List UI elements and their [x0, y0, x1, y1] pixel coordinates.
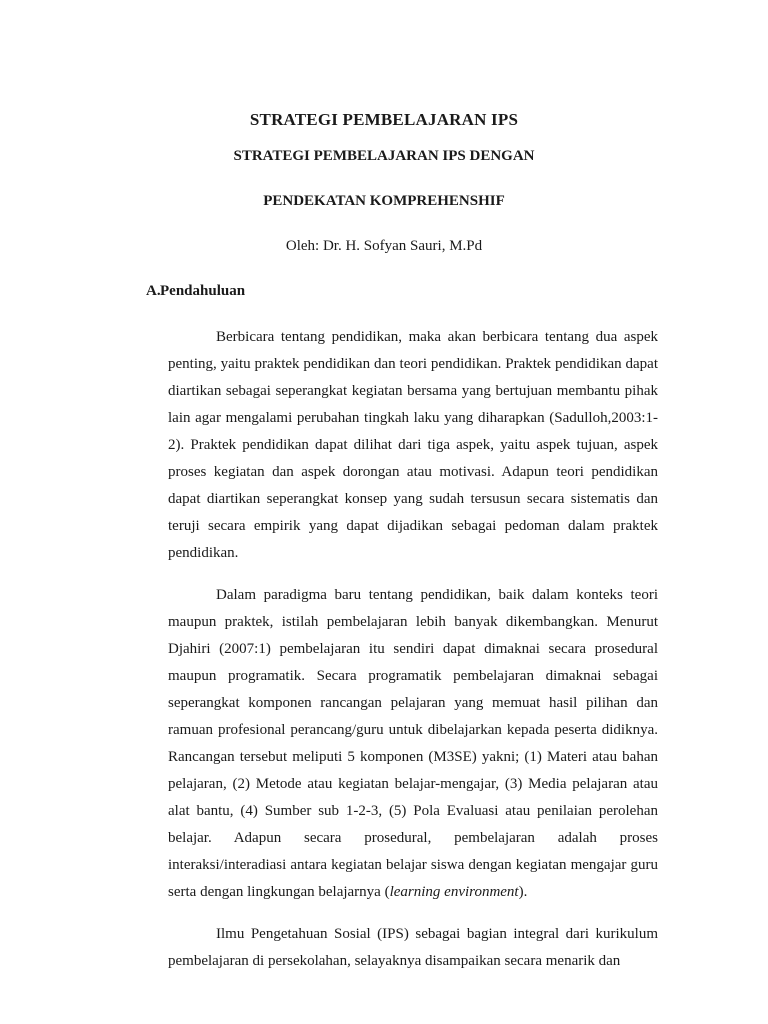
section-title: Pendahuluan: [160, 283, 246, 299]
author-line: Oleh: Dr. H. Sofyan Sauri, M.Pd: [285, 238, 483, 254]
section-heading: [146, 283, 245, 300]
document-subtitle-line1: STRATEGI PEMBELAJARAN IPS DENGAN: [233, 148, 535, 164]
paragraph-2-text-end: ).: [518, 884, 528, 900]
paragraph-2: [168, 582, 658, 906]
paragraph-2-italic-term: learning environment: [389, 884, 519, 900]
paragraph-2-text: Dalam paradigma baru tentang pendidikan, baik dalam konteks teori maupun praktek, istilah pembelajaran lebih banyak dikembangkan. Menurut Djahiri (2007:1) pembelajaran itu sendiri dapat dimaknai secara prosedural maupun programatik. Secara programatik pembelajaran dimaknai sebagai seperangkat komponen rancangan pelajaran yang memuat hasil pilihan dan ramuan profesional perancang/guru untuk dibelajarkan kepada peserta didiknya. Rancangan tersebut meliputi 5 komponen (M3SE) yakni; (1) Materi atau bahan pelajaran, (2) Metode atau kegiatan belajar-mengajar, (3) Media pelajaran atau alat bantu, (4) Sumber sub 1-2-3, (5) Pola Evaluasi atau penilaian perolehan belajar. Adapun secara prosedural, pembelajaran adalah proses interaksi/interadiasi antara kegiatan belajar siswa dengan kegiatan mengajar guru serta dengan lingkungan belajarnya (: [168, 587, 658, 900]
paragraph-1: Berbicara tentang pendidikan, maka akan berbicara tentang dua aspek penting, yaitu praktek pendidikan dan teori pendidikan. Praktek pendidikan dapat diartikan sebagai seperangkat kegiatan bersama yang bertujuan membantu pihak lain agar mengalami perubahan tingkah laku yang diharapkan (Sadulloh,2003:1-2). Praktek pendidikan dapat dilihat dari tiga aspek, yaitu aspek tujuan, aspek proses kegiatan dan aspek dorongan atau motivasi. Adapun teori pendidikan dapat diartikan seperangkat konsep yang sudah tersusun secara sistematis dan teruji secara empirik yang dapat dijadikan sebagai pedoman dalam praktek pendidikan.: [168, 329, 658, 561]
section-number: A.: [146, 283, 161, 299]
document-title: STRATEGI PEMBELAJARAN IPS: [249, 110, 519, 129]
paragraph-3: Ilmu Pengetahuan Sosial (IPS) sebagai bagian integral dari kurikulum pembelajaran di persekolahan, selayaknya disampaikan secara menarik dan: [168, 926, 658, 969]
document-subtitle-line2: PENDEKATAN KOMPREHENSHIF: [263, 193, 505, 209]
